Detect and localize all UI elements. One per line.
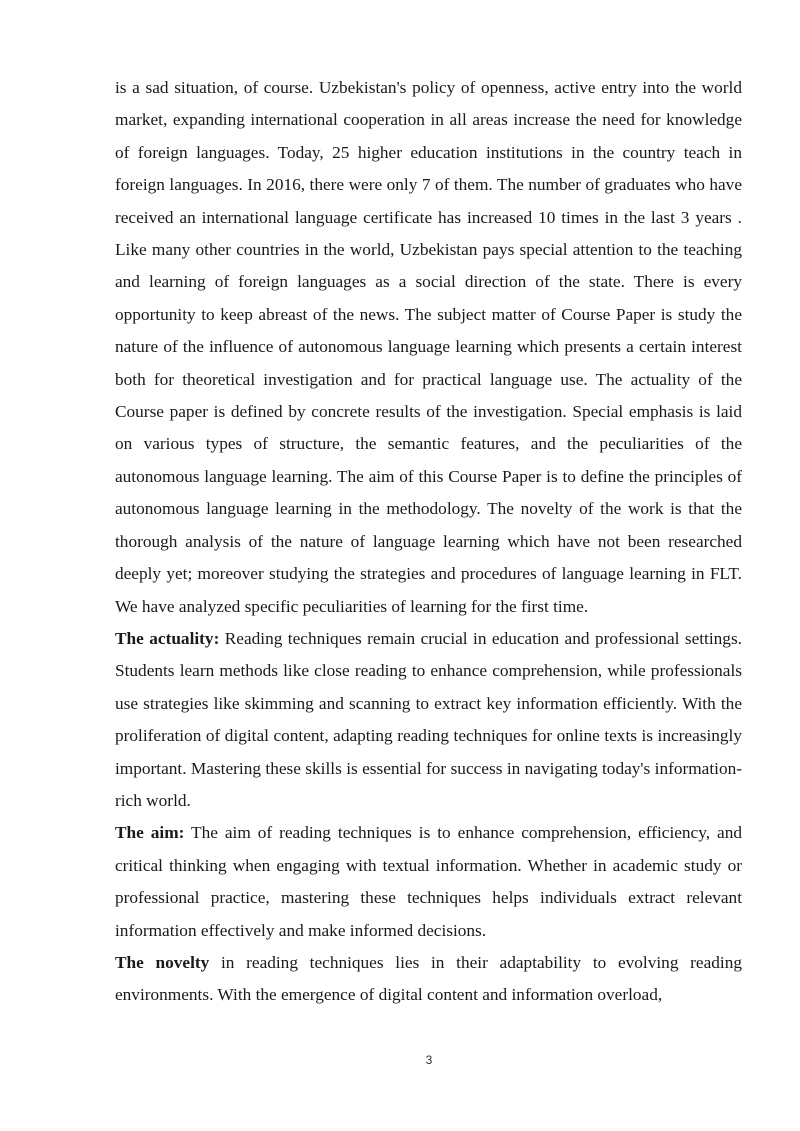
- paragraph-text: in reading techniques lies in their adaptability to evolving reading environments. With the emergence of digital content and information overload,: [115, 952, 742, 1005]
- body-text: [115, 72, 742, 1012]
- paragraph-heading: The actuality:: [115, 628, 220, 648]
- paragraph-heading: The aim:: [115, 823, 185, 843]
- paragraph-actuality: [115, 623, 742, 817]
- paragraph-heading: The novelty: [115, 952, 210, 972]
- paragraph-text: Reading techniques remain crucial in education and professional settings. Students learn methods like close reading to enhance comprehension, while professionals use strategies like skimming and scanning to extract key information efficiently. With the proliferation of digital content, adapting reading techniques for online texts is increasingly important. Mastering these skills is essential for success in navigating today's information-rich world.: [115, 628, 742, 810]
- paragraph-novelty: [115, 947, 742, 1012]
- paragraph-aim: [115, 817, 742, 947]
- paragraph-intro: [115, 72, 742, 623]
- paragraph-text: is a sad situation, of course. Uzbekistan's policy of openness, active entry into the world market, expanding international cooperation in all areas increase the need for knowledge of foreign languages. Today, 25 higher education institutions in the country teach in foreign languages. In 2016, there were only 7 of them. The number of graduates who have received an international language certificate has increased 10 times in the last 3 years . Like many other countries in the world, Uzbekistan pays special attention to the teaching and learning of foreign languages as a social direction of the state. There is every opportunity to keep abreast of the news. The subject matter of Course Paper is study the nature of the influence of autonomous language learning which presents a certain interest both for theoretical investigation and for practical language use. The actuality of the Course paper is defined by concrete results of the investigation. Special emphasis is laid on various types of structure, the semantic features, and the peculiarities of the autonomous language learning. The aim of this Course Paper is to define the principles of autonomous language learning in the methodology. The novelty of the work is that the thorough analysis of the nature of language learning which have not been researched deeply yet; moreover studying the strategies and procedures of language learning in FLT. We have analyzed specific peculiarities of learning for the first time.: [115, 78, 742, 616]
- page-number: 3: [425, 1053, 433, 1067]
- paragraph-text: The aim of reading techniques is to enhance comprehension, efficiency, and critical thinking when engaging with textual information. Whether in academic study or professional practice, mastering these techniques helps individuals extract relevant information effectively and make informed decisions.: [115, 823, 742, 940]
